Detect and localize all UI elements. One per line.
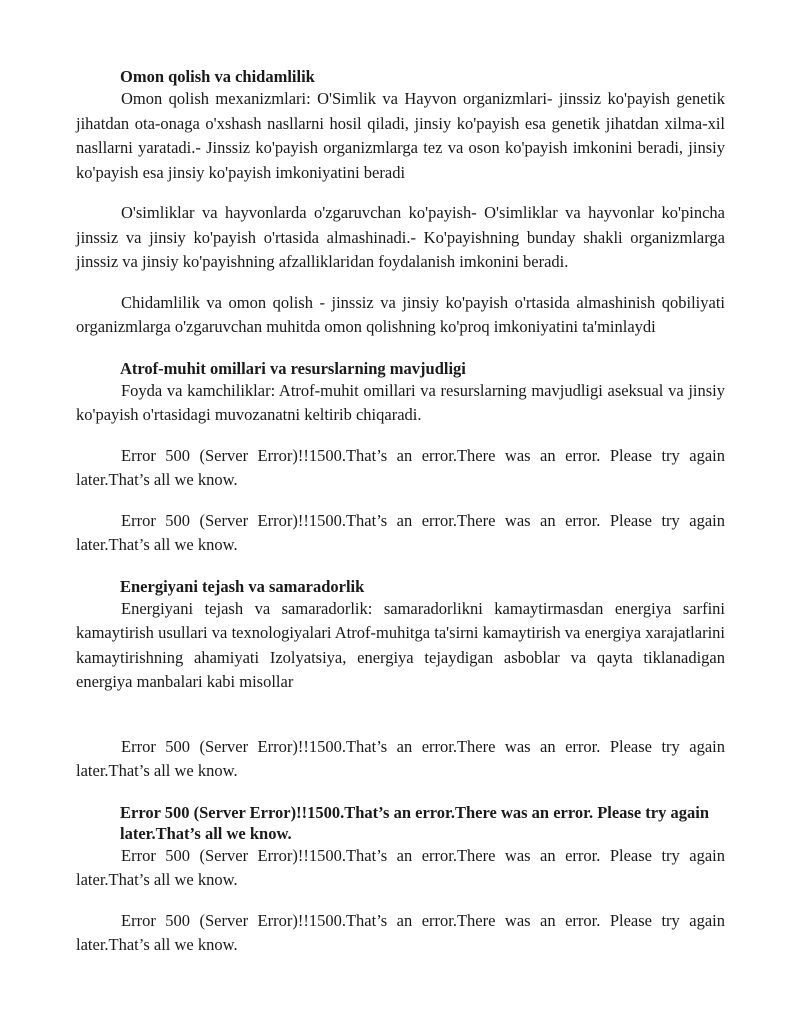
paragraph: Error 500 (Server Error)!!1500.That’s an error.There was an error. Please try again later.That’s all we know. xyxy=(76,845,725,889)
section-heading: Error 500 (Server Error)!!1500.That’s an error.There was an error. Please try again later.That’s all we know. xyxy=(120,802,710,843)
paragraph: Error 500 (Server Error)!!1500.That’s an error.There was an error. Please try again later.That’s all we know. xyxy=(76,445,725,489)
paragraph: Error 500 (Server Error)!!1500.That’s an error.There was an error. Please try again later.That’s all we know. xyxy=(76,736,725,780)
paragraph: O'simliklar va hayvonlarda o'zgaruvchan ko'payish- O'simliklar va hayvonlar ko'pincha jinssiz va jinsiy ko'payish o'rtasida almashinadi.- Ko'payishning bunday shakli organizmlarga jinssiz va jinsiy ko'payishning afzalliklaridan foydalanish imkonini beradi. xyxy=(76,203,725,271)
paragraph: Error 500 (Server Error)!!1500.That’s an error.There was an error. Please try again later.That’s all we know. xyxy=(76,910,725,954)
document-page xyxy=(76,66,725,958)
paragraph: Chidamlilik va omon qolish - jinssiz va jinsiy ko'payish o'rtasida almashinish qobiliyati organizmlarga o'zgaruvchan muhitda omon qolishning ko'proq imkoniyatini ta'minlaydi xyxy=(76,292,725,336)
paragraph: Foyda va kamchiliklar: Atrof-muhit omillari va resurslarning mavjudligi aseksual va jinsiy ko'payish o'rtasidagi muvozanatni keltirib chiqaradi. xyxy=(76,380,725,424)
section-heading: Energiyani tejash va samaradorlik xyxy=(120,576,365,596)
section-heading: Atrof-muhit omillari va resurslarning mavjudligi xyxy=(120,358,466,378)
paragraph: Energiyani tejash va samaradorlik: samaradorlikni kamaytirmasdan energiya sarfini kamaytirish usullari va texnologiyalari Atrof-muhitga ta'sirni kamaytirish va energiya xarajatlarini kamaytirishning ahamiyati Izolyatsiya, energiya tejaydigan asboblar va qayta tiklanadigan energiya manbalari kabi misollar xyxy=(76,598,725,691)
paragraph: Error 500 (Server Error)!!1500.That’s an error.There was an error. Please try again later.That’s all we know. xyxy=(76,510,725,554)
section-heading: Omon qolish va chidamlilik xyxy=(120,67,315,86)
paragraph: Omon qolish mexanizmlari: O'Simlik va Hayvon organizmlari- jinssiz ko'payish genetik jihatdan ota-onaga o'xshash nasllarni hosil qiladi, jinsiy ko'payish esa genetik jihatdan xilma-xil nasllarni yaratadi.- Jinssiz ko'payish organizmlarga tez va oson ko'payish imkonini beradi, jinsiy ko'payish esa jinsiy ko'payish imkoniyatini beradi xyxy=(76,89,725,182)
